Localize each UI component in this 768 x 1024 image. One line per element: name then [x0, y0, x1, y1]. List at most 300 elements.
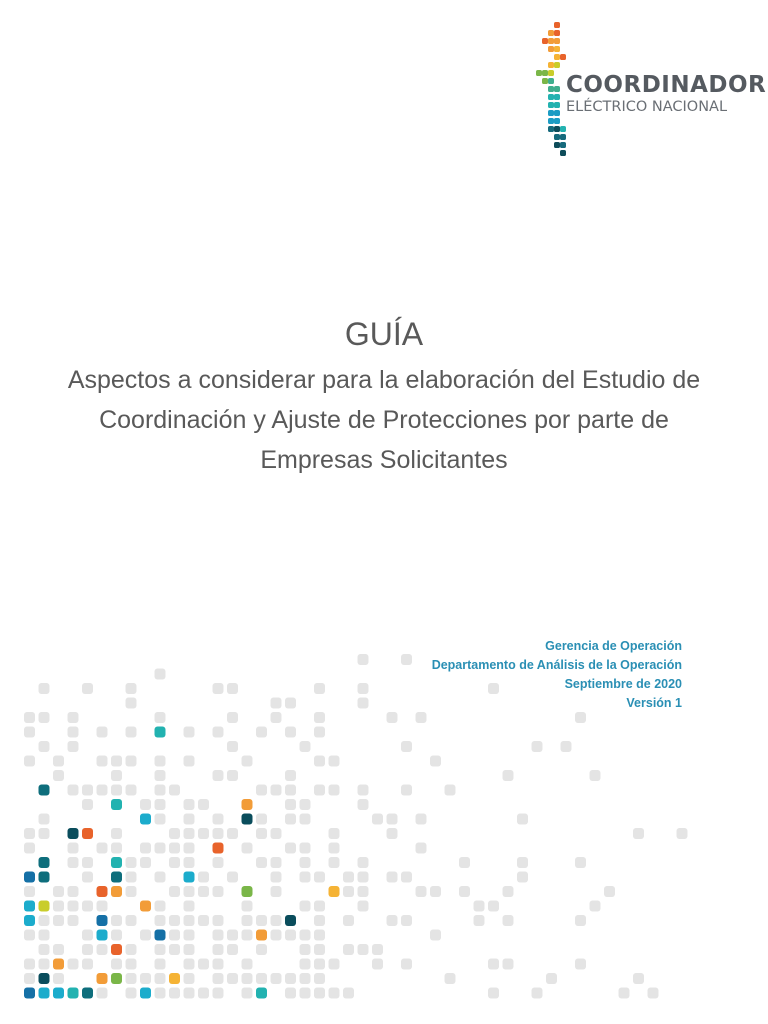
- pattern-dot: [300, 857, 311, 868]
- pattern-dot: [111, 770, 122, 781]
- pattern-dot: [300, 973, 311, 984]
- pattern-dot: [184, 857, 195, 868]
- pattern-dot: [213, 988, 224, 999]
- pattern-dot: [53, 988, 64, 999]
- logo-cell: [554, 62, 560, 68]
- pattern-dot: [358, 944, 369, 955]
- pattern-dot: [155, 799, 166, 810]
- pattern-dot: [53, 973, 64, 984]
- pattern-dot: [271, 872, 282, 883]
- pattern-dot: [256, 857, 267, 868]
- pattern-dot: [633, 828, 644, 839]
- pattern-dot: [97, 915, 108, 926]
- pattern-dot: [155, 814, 166, 825]
- pattern-dot: [619, 988, 630, 999]
- pattern-dot: [387, 915, 398, 926]
- pattern-dot: [271, 915, 282, 926]
- pattern-dot: [82, 872, 93, 883]
- pattern-dot: [97, 988, 108, 999]
- pattern-dot: [82, 785, 93, 796]
- pattern-dot: [256, 988, 267, 999]
- pattern-dot: [53, 944, 64, 955]
- pattern-dot: [329, 756, 340, 767]
- pattern-dot: [97, 785, 108, 796]
- pattern-dot: [271, 785, 282, 796]
- pattern-dot: [329, 843, 340, 854]
- document-meta: [432, 637, 682, 713]
- logo-cell: [548, 62, 554, 68]
- pattern-dot: [300, 901, 311, 912]
- pattern-dot: [97, 886, 108, 897]
- pattern-dot: [314, 727, 325, 738]
- pattern-dot: [314, 988, 325, 999]
- pattern-dot: [271, 930, 282, 941]
- pattern-dot: [445, 973, 456, 984]
- logo-cell: [548, 78, 554, 84]
- logo-subtitle: ELÉCTRICO NACIONAL: [566, 99, 728, 115]
- pattern-dot: [532, 988, 543, 999]
- pattern-dot: [111, 886, 122, 897]
- pattern-dot: [155, 872, 166, 883]
- pattern-dot: [227, 828, 238, 839]
- pattern-dot: [285, 988, 296, 999]
- pattern-dot: [372, 944, 383, 955]
- pattern-dot: [575, 915, 586, 926]
- pattern-dot: [53, 886, 64, 897]
- pattern-dot: [68, 857, 79, 868]
- pattern-dot: [300, 843, 311, 854]
- pattern-dot: [126, 944, 137, 955]
- pattern-dot: [285, 973, 296, 984]
- pattern-dot: [39, 901, 50, 912]
- pattern-dot: [169, 785, 180, 796]
- pattern-dot: [488, 959, 499, 970]
- pattern-dot: [184, 872, 195, 883]
- logo-cell: [560, 126, 566, 132]
- pattern-dot: [126, 756, 137, 767]
- pattern-dot: [97, 727, 108, 738]
- pattern-dot: [256, 727, 267, 738]
- logo-cell: [554, 142, 560, 148]
- pattern-dot: [358, 698, 369, 709]
- pattern-dot: [39, 741, 50, 752]
- pattern-dot: [24, 930, 35, 941]
- pattern-dot: [126, 988, 137, 999]
- pattern-dot: [198, 915, 209, 926]
- pattern-dot: [169, 843, 180, 854]
- pattern-dot: [213, 944, 224, 955]
- pattern-dot: [111, 799, 122, 810]
- pattern-dot: [314, 973, 325, 984]
- pattern-dot: [126, 698, 137, 709]
- pattern-dot: [213, 915, 224, 926]
- meta-date: Septiembre de 2020: [564, 677, 682, 691]
- pattern-dot: [82, 901, 93, 912]
- pattern-dot: [169, 988, 180, 999]
- pattern-dot: [155, 930, 166, 941]
- pattern-dot: [111, 959, 122, 970]
- pattern-dot: [213, 973, 224, 984]
- pattern-dot: [227, 770, 238, 781]
- pattern-dot: [140, 857, 151, 868]
- pattern-dot: [604, 886, 615, 897]
- pattern-dot: [256, 785, 267, 796]
- pattern-dot: [97, 756, 108, 767]
- logo-cell: [548, 94, 554, 100]
- pattern-dot: [213, 843, 224, 854]
- pattern-dot: [24, 988, 35, 999]
- pattern-dot: [82, 799, 93, 810]
- pattern-dot: [300, 741, 311, 752]
- pattern-dot: [474, 901, 485, 912]
- pattern-dot: [285, 930, 296, 941]
- pattern-dot: [227, 930, 238, 941]
- pattern-dot: [68, 828, 79, 839]
- pattern-dot: [213, 683, 224, 694]
- pattern-dot: [517, 872, 528, 883]
- pattern-dot: [256, 814, 267, 825]
- pattern-dot: [24, 843, 35, 854]
- pattern-dot: [329, 886, 340, 897]
- pattern-dot: [488, 988, 499, 999]
- logo-cell: [554, 118, 560, 124]
- pattern-dot: [39, 930, 50, 941]
- pattern-dot: [314, 712, 325, 723]
- pattern-dot: [256, 828, 267, 839]
- pattern-dot: [358, 872, 369, 883]
- pattern-dot: [242, 814, 253, 825]
- pattern-dot: [24, 828, 35, 839]
- pattern-dot: [271, 886, 282, 897]
- logo-cell: [554, 102, 560, 108]
- logo-cell: [554, 30, 560, 36]
- pattern-dot: [155, 843, 166, 854]
- pattern-dot: [24, 712, 35, 723]
- pattern-dot: [358, 886, 369, 897]
- pattern-dot: [126, 973, 137, 984]
- pattern-dot: [459, 857, 470, 868]
- pattern-dot: [227, 944, 238, 955]
- pattern-dot: [329, 785, 340, 796]
- pattern-dot: [242, 886, 253, 897]
- logo-cell: [548, 86, 554, 92]
- pattern-dot: [39, 814, 50, 825]
- pattern-dot: [213, 959, 224, 970]
- pattern-dot: [401, 872, 412, 883]
- pattern-dot: [126, 857, 137, 868]
- pattern-dot: [39, 872, 50, 883]
- pattern-dot: [329, 988, 340, 999]
- pattern-dot: [82, 857, 93, 868]
- pattern-dot: [401, 785, 412, 796]
- pattern-dot: [111, 857, 122, 868]
- logo-cell: [548, 46, 554, 52]
- pattern-dot: [343, 988, 354, 999]
- pattern-dot: [575, 857, 586, 868]
- pattern-dot: [648, 988, 659, 999]
- meta-version: Versión 1: [626, 696, 682, 710]
- pattern-dot: [184, 959, 195, 970]
- logo-text: [566, 72, 766, 116]
- document-title: Aspectos a considerar para la elaboración del Estudio de Coordinación y Ajuste de Protecciones por parte de Empresas Solicitantes: [67, 366, 701, 474]
- pattern-dot: [271, 828, 282, 839]
- pattern-dot: [271, 698, 282, 709]
- pattern-dot: [155, 756, 166, 767]
- pattern-dot: [184, 886, 195, 897]
- pattern-dot: [430, 886, 441, 897]
- pattern-dot: [140, 843, 151, 854]
- pattern-dot: [503, 770, 514, 781]
- logo-cell: [560, 150, 566, 156]
- pattern-dot: [358, 857, 369, 868]
- pattern-dot: [532, 741, 543, 752]
- pattern-dot: [68, 741, 79, 752]
- pattern-dot: [184, 988, 195, 999]
- pattern-dot: [184, 843, 195, 854]
- pattern-dot: [97, 843, 108, 854]
- pattern-dot: [198, 828, 209, 839]
- pattern-dot: [155, 959, 166, 970]
- logo-cell: [548, 118, 554, 124]
- logo-cell: [560, 142, 566, 148]
- pattern-dot: [140, 814, 151, 825]
- pattern-dot: [314, 683, 325, 694]
- logo-cell: [542, 38, 548, 44]
- pattern-dot: [68, 727, 79, 738]
- pattern-dot: [430, 756, 441, 767]
- pattern-dot: [24, 959, 35, 970]
- pattern-dot: [184, 828, 195, 839]
- pattern-dot: [39, 988, 50, 999]
- pattern-dot: [633, 973, 644, 984]
- logo-cell: [554, 38, 560, 44]
- pattern-dot: [68, 988, 79, 999]
- pattern-dot: [314, 959, 325, 970]
- pattern-dot: [198, 799, 209, 810]
- logo-cell: [554, 46, 560, 52]
- pattern-dot: [68, 886, 79, 897]
- logo-cell: [554, 22, 560, 28]
- pattern-dot: [169, 915, 180, 926]
- pattern-dot: [416, 712, 427, 723]
- pattern-dot: [300, 988, 311, 999]
- pattern-dot: [68, 901, 79, 912]
- pattern-dot: [97, 901, 108, 912]
- pattern-dot: [155, 770, 166, 781]
- pattern-dot: [213, 930, 224, 941]
- logo-cell: [548, 70, 554, 76]
- pattern-dot: [401, 741, 412, 752]
- logo-cell: [542, 78, 548, 84]
- pattern-dot: [39, 785, 50, 796]
- logo-cell: [554, 126, 560, 132]
- pattern-dot: [300, 872, 311, 883]
- pattern-dot: [387, 872, 398, 883]
- pattern-dot: [169, 857, 180, 868]
- pattern-dot: [155, 915, 166, 926]
- pattern-dot: [155, 727, 166, 738]
- pattern-dot: [82, 988, 93, 999]
- pattern-dot: [111, 756, 122, 767]
- pattern-dot: [590, 770, 601, 781]
- logo-cell: [548, 38, 554, 44]
- pattern-dot: [358, 654, 369, 665]
- pattern-dot: [256, 915, 267, 926]
- pattern-dot: [213, 814, 224, 825]
- pattern-dot: [358, 683, 369, 694]
- pattern-dot: [314, 944, 325, 955]
- pattern-dot: [242, 973, 253, 984]
- pattern-dot: [184, 973, 195, 984]
- pattern-dot: [343, 915, 354, 926]
- pattern-dot: [329, 828, 340, 839]
- pattern-dot: [169, 930, 180, 941]
- pattern-dot: [82, 828, 93, 839]
- logo-cell: [554, 134, 560, 140]
- pattern-dot: [126, 886, 137, 897]
- pattern-dot: [140, 930, 151, 941]
- pattern-dot: [242, 988, 253, 999]
- pattern-dot: [53, 756, 64, 767]
- pattern-dot: [24, 872, 35, 883]
- pattern-dot: [169, 944, 180, 955]
- pattern-dot: [213, 886, 224, 897]
- pattern-dot: [372, 814, 383, 825]
- pattern-dot: [300, 959, 311, 970]
- pattern-dot: [401, 959, 412, 970]
- pattern-dot: [184, 915, 195, 926]
- pattern-dot: [314, 930, 325, 941]
- pattern-dot: [213, 828, 224, 839]
- pattern-dot: [155, 973, 166, 984]
- pattern-dot: [517, 814, 528, 825]
- pattern-dot: [285, 799, 296, 810]
- pattern-dot: [184, 944, 195, 955]
- pattern-dot: [300, 930, 311, 941]
- pattern-dot: [271, 712, 282, 723]
- pattern-dot: [24, 727, 35, 738]
- pattern-dot: [503, 959, 514, 970]
- coordinador-logo: [534, 22, 767, 162]
- pattern-dot: [140, 973, 151, 984]
- pattern-dot: [155, 988, 166, 999]
- pattern-dot: [126, 959, 137, 970]
- pattern-dot: [271, 857, 282, 868]
- pattern-dot: [82, 959, 93, 970]
- pattern-dot: [140, 988, 151, 999]
- pattern-dot: [503, 915, 514, 926]
- pattern-dot: [39, 683, 50, 694]
- pattern-dot: [97, 930, 108, 941]
- pattern-dot: [97, 944, 108, 955]
- pattern-dot: [575, 712, 586, 723]
- pattern-dot: [503, 886, 514, 897]
- pattern-dot: [97, 973, 108, 984]
- pattern-dot: [68, 959, 79, 970]
- pattern-dot: [24, 973, 35, 984]
- pattern-dot: [111, 944, 122, 955]
- pattern-dot: [227, 712, 238, 723]
- pattern-dot: [126, 785, 137, 796]
- pattern-dot: [198, 886, 209, 897]
- pattern-dot: [358, 785, 369, 796]
- meta-division: Departamento de Análisis de la Operación: [431, 658, 682, 672]
- pattern-dot: [24, 886, 35, 897]
- pattern-dot: [184, 901, 195, 912]
- pattern-dot: [82, 944, 93, 955]
- pattern-dot: [68, 785, 79, 796]
- pattern-dot: [561, 741, 572, 752]
- pattern-dot: [140, 901, 151, 912]
- pattern-dot: [227, 872, 238, 883]
- logo-cell: [554, 110, 560, 116]
- pattern-dot: [445, 785, 456, 796]
- pattern-dot: [126, 727, 137, 738]
- pattern-dot: [169, 886, 180, 897]
- logo-cell: [560, 54, 566, 60]
- logo-cell: [542, 70, 548, 76]
- document-label: GUÍA: [344, 316, 424, 352]
- pattern-dot: [242, 799, 253, 810]
- pattern-dot: [242, 756, 253, 767]
- pattern-dot: [184, 930, 195, 941]
- pattern-dot: [358, 901, 369, 912]
- pattern-dot: [53, 901, 64, 912]
- pattern-dot: [256, 973, 267, 984]
- logo-cell: [554, 86, 560, 92]
- pattern-dot: [416, 886, 427, 897]
- pattern-dot: [314, 872, 325, 883]
- pattern-dot: [387, 712, 398, 723]
- pattern-dot: [677, 828, 688, 839]
- pattern-dot: [256, 944, 267, 955]
- pattern-dot: [242, 959, 253, 970]
- pattern-dot: [285, 698, 296, 709]
- pattern-dot: [169, 828, 180, 839]
- pattern-dot: [372, 959, 383, 970]
- logo-cell: [560, 134, 566, 140]
- pattern-dot: [155, 944, 166, 955]
- pattern-dot: [227, 683, 238, 694]
- pattern-dot: [126, 915, 137, 926]
- pattern-dot: [39, 828, 50, 839]
- pattern-dot: [242, 901, 253, 912]
- pattern-dot: [474, 915, 485, 926]
- logo-cell: [554, 94, 560, 100]
- pattern-dot: [459, 886, 470, 897]
- pattern-dot: [517, 857, 528, 868]
- pattern-dot: [126, 683, 137, 694]
- logo-name: COORDINADOR: [566, 72, 767, 98]
- pattern-dot: [184, 756, 195, 767]
- pattern-dot: [111, 973, 122, 984]
- pattern-dot: [213, 770, 224, 781]
- logo-cell: [548, 110, 554, 116]
- pattern-dot: [213, 727, 224, 738]
- pattern-dot: [343, 944, 354, 955]
- pattern-dot: [155, 669, 166, 680]
- pattern-dot: [242, 915, 253, 926]
- pattern-dot: [53, 915, 64, 926]
- pattern-dot: [358, 799, 369, 810]
- pattern-dot: [329, 959, 340, 970]
- pattern-dot: [184, 799, 195, 810]
- pattern-dot: [227, 973, 238, 984]
- meta-department: Gerencia de Operación: [545, 639, 682, 653]
- pattern-dot: [329, 857, 340, 868]
- pattern-dot: [39, 857, 50, 868]
- pattern-dot: [285, 785, 296, 796]
